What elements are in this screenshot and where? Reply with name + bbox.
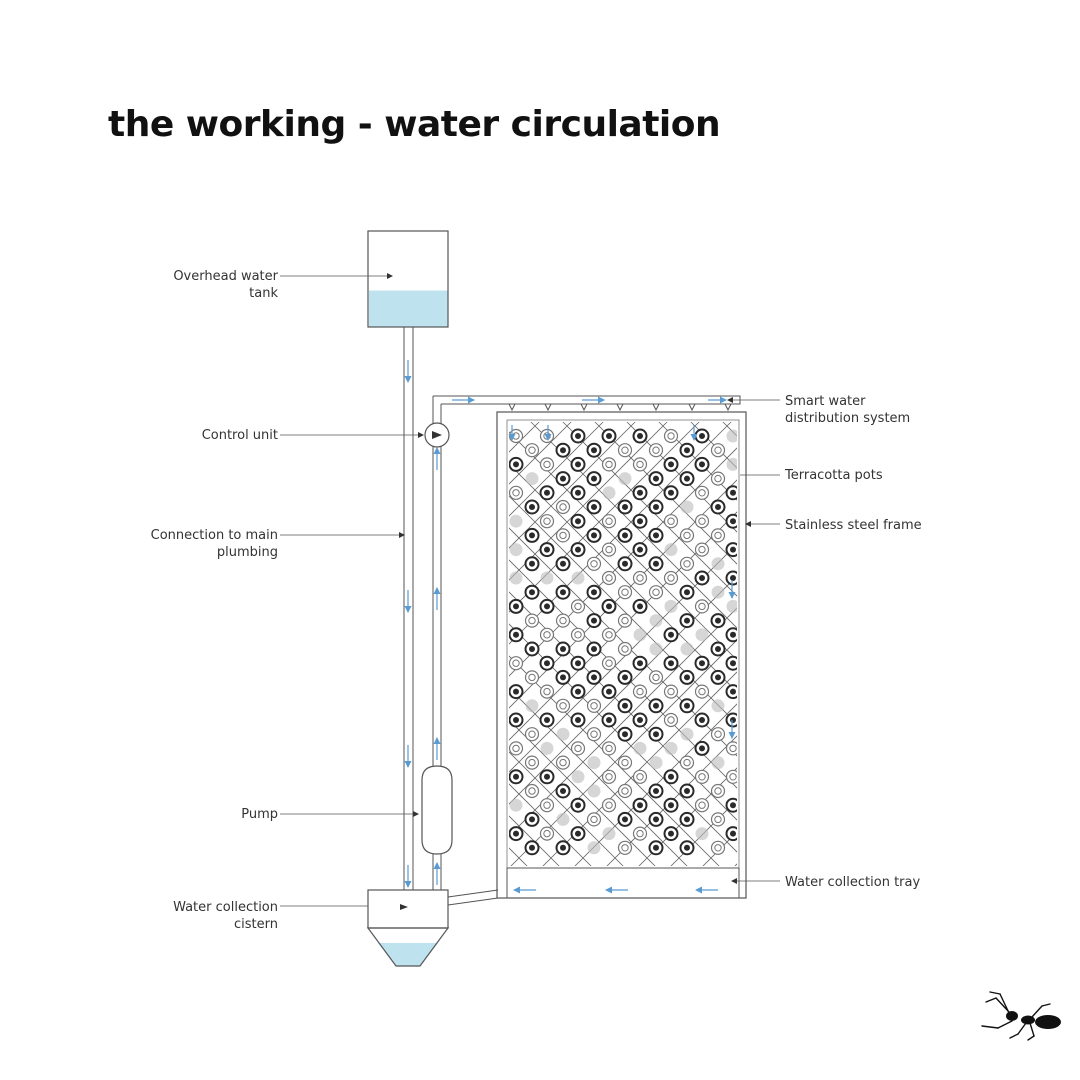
label-control-unit: Control unit <box>201 428 278 443</box>
terracotta-pot <box>572 486 585 499</box>
terracotta-pot <box>526 529 539 542</box>
terracotta-pot <box>712 813 725 826</box>
terracotta-pot <box>696 657 709 670</box>
terracotta-pot <box>572 600 585 613</box>
terracotta-pot <box>526 785 539 798</box>
terracotta-pot <box>603 657 616 670</box>
terracotta-pot <box>588 501 601 514</box>
label-main-plumbing: Connection to main plumbing <box>150 528 278 560</box>
terracotta-pot <box>727 685 740 698</box>
terracotta-pots <box>510 430 740 855</box>
terracotta-pot <box>665 685 678 698</box>
terracotta-pot <box>681 756 694 769</box>
water-collection-cistern <box>368 890 448 966</box>
terracotta-pot <box>603 600 616 613</box>
smart-water-distribution-system <box>509 404 731 410</box>
terracotta-pot <box>712 501 725 514</box>
terracotta-pot <box>681 699 694 712</box>
terracotta-pot <box>634 714 647 727</box>
terracotta-pot <box>541 572 554 585</box>
terracotta-pot <box>603 515 616 528</box>
terracotta-pot <box>696 827 709 840</box>
terracotta-pot <box>510 827 523 840</box>
terracotta-pot <box>619 671 632 684</box>
terracotta-pot <box>665 486 678 499</box>
tray-drain-pipe <box>448 890 498 905</box>
terracotta-pot <box>572 657 585 670</box>
terracotta-pot <box>557 728 570 741</box>
terracotta-pot <box>526 671 539 684</box>
terracotta-pot <box>681 557 694 570</box>
terracotta-pot <box>727 770 740 783</box>
terracotta-pot <box>650 671 663 684</box>
terracotta-pot <box>619 529 632 542</box>
terracotta-pot <box>603 486 616 499</box>
terracotta-pot <box>650 614 663 627</box>
terracotta-pot <box>541 799 554 812</box>
terracotta-pot <box>510 657 523 670</box>
terracotta-pot <box>665 714 678 727</box>
terracotta-pot <box>603 827 616 840</box>
terracotta-pot <box>665 543 678 556</box>
terracotta-pot <box>696 628 709 641</box>
terracotta-pot <box>557 841 570 854</box>
terracotta-pot <box>510 685 523 698</box>
terracotta-pot <box>541 515 554 528</box>
terracotta-pot <box>603 572 616 585</box>
terracotta-pot <box>681 472 694 485</box>
terracotta-pot <box>526 472 539 485</box>
terracotta-pot <box>681 501 694 514</box>
terracotta-pot <box>634 685 647 698</box>
terracotta-pot <box>510 543 523 556</box>
label-terracotta-pots: Terracotta pots <box>785 468 883 483</box>
pump <box>422 766 452 854</box>
terracotta-pot <box>619 699 632 712</box>
terracotta-pot <box>541 430 554 443</box>
terracotta-pot <box>557 614 570 627</box>
terracotta-pot <box>510 458 523 471</box>
terracotta-pot <box>665 430 678 443</box>
terracotta-pot <box>588 785 601 798</box>
terracotta-pot <box>665 657 678 670</box>
terracotta-pot <box>603 799 616 812</box>
terracotta-pot <box>510 770 523 783</box>
terracotta-pot <box>572 799 585 812</box>
terracotta-pot <box>665 600 678 613</box>
page-title: the working - water circulation <box>108 104 721 145</box>
terracotta-pot <box>712 671 725 684</box>
terracotta-pot <box>650 785 663 798</box>
terracotta-pot <box>526 699 539 712</box>
terracotta-pot <box>526 813 539 826</box>
terracotta-pot <box>650 813 663 826</box>
terracotta-pot <box>557 813 570 826</box>
terracotta-pot <box>712 472 725 485</box>
terracotta-pot <box>541 458 554 471</box>
control-unit <box>425 423 449 447</box>
ant-logo-icon <box>976 990 1066 1042</box>
terracotta-pot <box>541 742 554 755</box>
terracotta-pot <box>696 486 709 499</box>
terracotta-pot <box>650 444 663 457</box>
terracotta-pot <box>510 486 523 499</box>
terracotta-pot <box>557 785 570 798</box>
terracotta-pot <box>650 841 663 854</box>
terracotta-pot <box>526 586 539 599</box>
terracotta-pot <box>650 472 663 485</box>
terracotta-pot <box>650 557 663 570</box>
terracotta-pot <box>634 543 647 556</box>
terracotta-pot <box>557 472 570 485</box>
terracotta-pot <box>541 685 554 698</box>
terracotta-pot <box>650 756 663 769</box>
terracotta-pot <box>557 586 570 599</box>
terracotta-pot <box>603 458 616 471</box>
terracotta-pot <box>727 515 740 528</box>
terracotta-pot <box>727 543 740 556</box>
terracotta-pot <box>681 586 694 599</box>
terracotta-pot <box>696 430 709 443</box>
terracotta-pot <box>696 685 709 698</box>
terracotta-pot <box>665 799 678 812</box>
terracotta-pot <box>727 657 740 670</box>
terracotta-pot <box>681 643 694 656</box>
terracotta-pot <box>696 515 709 528</box>
terracotta-pot <box>665 572 678 585</box>
terracotta-pot <box>696 600 709 613</box>
terracotta-pot <box>526 444 539 457</box>
terracotta-pot <box>510 742 523 755</box>
terracotta-pot <box>665 827 678 840</box>
terracotta-pot <box>572 458 585 471</box>
terracotta-pot <box>557 501 570 514</box>
terracotta-pot <box>634 657 647 670</box>
terracotta-pot <box>557 643 570 656</box>
terracotta-pot <box>712 643 725 656</box>
terracotta-pot <box>681 671 694 684</box>
terracotta-pot <box>588 472 601 485</box>
terracotta-pot <box>619 472 632 485</box>
terracotta-pot <box>650 586 663 599</box>
terracotta-pot <box>634 430 647 443</box>
terracotta-pot <box>541 657 554 670</box>
terracotta-pot <box>634 515 647 528</box>
terracotta-pot <box>557 671 570 684</box>
terracotta-pot <box>665 742 678 755</box>
terracotta-pot <box>572 430 585 443</box>
terracotta-pot <box>681 841 694 854</box>
terracotta-pot <box>619 785 632 798</box>
terracotta-pot <box>681 728 694 741</box>
terracotta-pot <box>696 742 709 755</box>
terracotta-pot <box>588 444 601 457</box>
terracotta-pot <box>572 714 585 727</box>
terracotta-pot <box>665 628 678 641</box>
terracotta-pot <box>650 529 663 542</box>
terracotta-pot <box>541 770 554 783</box>
terracotta-pot <box>712 756 725 769</box>
terracotta-pot <box>588 643 601 656</box>
terracotta-pot <box>619 841 632 854</box>
terracotta-pot <box>634 742 647 755</box>
terracotta-pot <box>572 742 585 755</box>
terracotta-pot <box>588 756 601 769</box>
terracotta-pot <box>588 586 601 599</box>
terracotta-pot <box>634 600 647 613</box>
terracotta-pot <box>727 628 740 641</box>
terracotta-pot <box>526 643 539 656</box>
overhead-water-tank <box>368 231 448 327</box>
terracotta-pot <box>727 430 740 443</box>
terracotta-pot <box>603 628 616 641</box>
terracotta-pot <box>727 600 740 613</box>
terracotta-pot <box>526 756 539 769</box>
terracotta-pot <box>650 643 663 656</box>
terracotta-pot <box>634 770 647 783</box>
terracotta-pot <box>696 799 709 812</box>
terracotta-pot <box>681 614 694 627</box>
terracotta-pot <box>712 586 725 599</box>
terracotta-pot <box>510 572 523 585</box>
terracotta-pot <box>650 699 663 712</box>
terracotta-pot <box>541 600 554 613</box>
terracotta-pot <box>665 515 678 528</box>
terracotta-pot <box>681 444 694 457</box>
terracotta-pot <box>526 557 539 570</box>
terracotta-pot <box>557 699 570 712</box>
terracotta-pot <box>650 728 663 741</box>
terracotta-pot <box>572 515 585 528</box>
tank-water-fill <box>369 291 448 327</box>
terracotta-pot <box>696 714 709 727</box>
terracotta-pot <box>727 714 740 727</box>
label-distribution-system: Smart water distribution system <box>785 394 911 426</box>
terracotta-pot <box>619 643 632 656</box>
terracotta-pot <box>572 827 585 840</box>
terracotta-pot <box>557 444 570 457</box>
terracotta-pot <box>588 841 601 854</box>
terracotta-pot <box>619 586 632 599</box>
terracotta-pot <box>510 799 523 812</box>
terracotta-pot <box>696 458 709 471</box>
terracotta-pot <box>588 671 601 684</box>
terracotta-pot <box>526 501 539 514</box>
terracotta-pot <box>510 628 523 641</box>
terracotta-pot <box>727 742 740 755</box>
terracotta-pot <box>557 557 570 570</box>
terracotta-pot <box>650 501 663 514</box>
label-cistern: Water collection cistern <box>173 900 278 932</box>
terracotta-pot <box>619 614 632 627</box>
terracotta-pot <box>712 785 725 798</box>
terracotta-pot <box>634 827 647 840</box>
terracotta-pot <box>712 444 725 457</box>
terracotta-pot <box>557 529 570 542</box>
terracotta-pot <box>634 486 647 499</box>
terracotta-pot <box>696 543 709 556</box>
terracotta-pot <box>603 714 616 727</box>
terracotta-pot <box>681 529 694 542</box>
terracotta-pot <box>603 742 616 755</box>
terracotta-pot <box>510 714 523 727</box>
terracotta-pot <box>619 501 632 514</box>
terracotta-pot <box>727 458 740 471</box>
label-pump: Pump <box>241 807 278 822</box>
terracotta-pot <box>572 628 585 641</box>
terracotta-pot <box>712 841 725 854</box>
terracotta-pot <box>665 458 678 471</box>
terracotta-pot <box>712 728 725 741</box>
terracotta-pot <box>510 515 523 528</box>
terracotta-pot <box>696 770 709 783</box>
terracotta-pot <box>572 685 585 698</box>
label-collection-tray: Water collection tray <box>785 875 921 890</box>
terracotta-pot <box>541 714 554 727</box>
terracotta-pot <box>588 813 601 826</box>
terracotta-pot <box>603 430 616 443</box>
terracotta-pot <box>634 799 647 812</box>
terracotta-pot <box>696 572 709 585</box>
terracotta-pot <box>541 827 554 840</box>
terracotta-pot <box>526 841 539 854</box>
terracotta-pot <box>619 756 632 769</box>
terracotta-pot <box>619 557 632 570</box>
terracotta-pot <box>588 529 601 542</box>
terracotta-pot <box>681 785 694 798</box>
terracotta-pot <box>727 572 740 585</box>
terracotta-pot <box>712 529 725 542</box>
terracotta-pot <box>634 458 647 471</box>
terracotta-pot <box>712 557 725 570</box>
terracotta-pot <box>603 543 616 556</box>
terracotta-pot <box>557 756 570 769</box>
terracotta-pot <box>619 728 632 741</box>
terracotta-pot <box>572 572 585 585</box>
terracotta-pot <box>588 728 601 741</box>
label-steel-frame: Stainless steel frame <box>785 518 922 533</box>
terracotta-pot <box>588 614 601 627</box>
terracotta-pot <box>681 813 694 826</box>
label-overhead-tank: Overhead water tank <box>173 269 278 301</box>
terracotta-pot <box>727 799 740 812</box>
terracotta-pot <box>588 557 601 570</box>
terracotta-pot <box>541 628 554 641</box>
terracotta-pot <box>634 628 647 641</box>
stainless-steel-frame <box>49 412 1080 898</box>
terracotta-pot <box>541 486 554 499</box>
terracotta-pot <box>510 600 523 613</box>
terracotta-pot <box>619 813 632 826</box>
terracotta-pot <box>572 543 585 556</box>
terracotta-pot <box>541 543 554 556</box>
terracotta-pot <box>603 685 616 698</box>
terracotta-pot <box>634 572 647 585</box>
terracotta-pot <box>526 728 539 741</box>
terracotta-pot <box>588 699 601 712</box>
terracotta-pot <box>603 770 616 783</box>
terracotta-pot <box>727 486 740 499</box>
terracotta-pot <box>712 699 725 712</box>
terracotta-pot <box>572 770 585 783</box>
terracotta-pot <box>526 614 539 627</box>
terracotta-pot <box>665 770 678 783</box>
terracotta-pot <box>727 827 740 840</box>
terracotta-pot <box>712 614 725 627</box>
terracotta-pot <box>619 444 632 457</box>
